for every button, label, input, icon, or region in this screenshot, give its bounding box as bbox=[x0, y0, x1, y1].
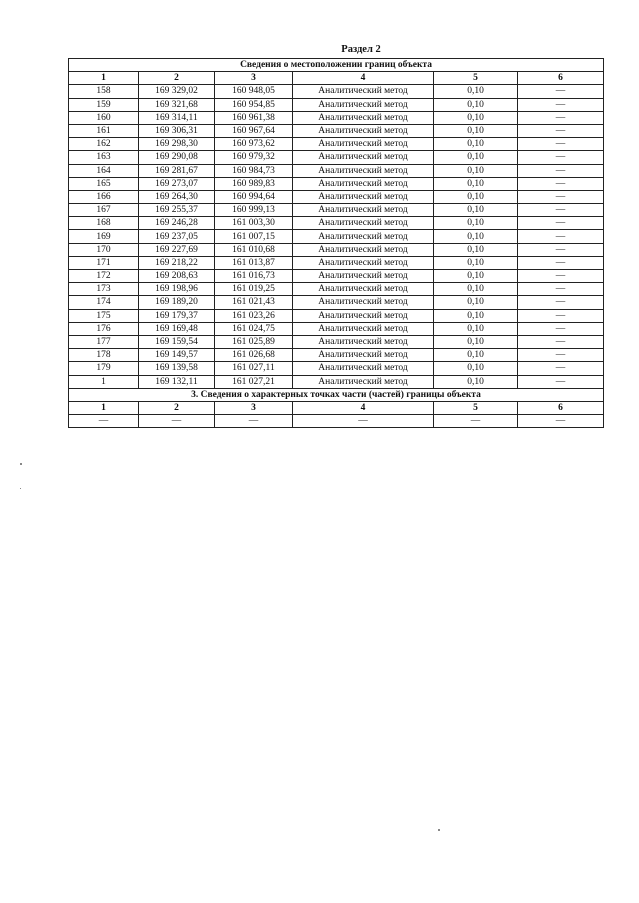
block2-col-3: 3 bbox=[215, 401, 293, 414]
block2-col-5: 5 bbox=[434, 401, 518, 414]
table-cell-col-2: 169 255,37 bbox=[139, 204, 215, 217]
scan-speck bbox=[20, 488, 21, 489]
table-cell-col-2: 169 218,22 bbox=[139, 256, 215, 269]
block2-title: 3. Сведения о характерных точках части (частей) границы объекта bbox=[69, 388, 604, 401]
table-cell-col-5: 0,10 bbox=[434, 177, 518, 190]
table-cell-col-4: Аналитический метод bbox=[293, 151, 434, 164]
table-cell-col-6: — bbox=[518, 415, 604, 428]
table-cell-col-2: 169 132,11 bbox=[139, 375, 215, 388]
table-cell-col-5: — bbox=[434, 415, 518, 428]
table-cell-col-3: — bbox=[215, 415, 293, 428]
table-cell-col-2: 169 264,30 bbox=[139, 190, 215, 203]
block1-title: Сведения о местоположении границ объекта bbox=[69, 59, 604, 72]
table-cell-col-6: — bbox=[518, 177, 604, 190]
table-cell-col-4: Аналитический метод bbox=[293, 322, 434, 335]
table-cell-col-4: Аналитический метод bbox=[293, 164, 434, 177]
table-cell-col-1: 172 bbox=[69, 270, 139, 283]
block1-col-1: 1 bbox=[69, 72, 139, 85]
table-row bbox=[69, 375, 604, 388]
boundary-table-body bbox=[69, 59, 604, 428]
table-cell-col-1: 168 bbox=[69, 217, 139, 230]
table-cell-col-5: 0,10 bbox=[434, 98, 518, 111]
table-row bbox=[69, 190, 604, 203]
table-cell-col-3: 161 025,89 bbox=[215, 335, 293, 348]
table-row bbox=[69, 217, 604, 230]
table-cell-col-2: 169 208,63 bbox=[139, 270, 215, 283]
table-cell-col-1: 175 bbox=[69, 309, 139, 322]
table-cell-col-5: 0,10 bbox=[434, 230, 518, 243]
table-cell-col-3: 160 979,32 bbox=[215, 151, 293, 164]
table-cell-col-6: — bbox=[518, 204, 604, 217]
table-cell-col-5: 0,10 bbox=[434, 85, 518, 98]
table-cell-col-4: Аналитический метод bbox=[293, 283, 434, 296]
table-cell-col-5: 0,10 bbox=[434, 256, 518, 269]
table-cell-col-5: 0,10 bbox=[434, 151, 518, 164]
block2-col-2: 2 bbox=[139, 401, 215, 414]
table-cell-col-2: 169 149,57 bbox=[139, 349, 215, 362]
table-cell-col-2: 169 198,96 bbox=[139, 283, 215, 296]
table-cell-col-6: — bbox=[518, 230, 604, 243]
table-cell-col-5: 0,10 bbox=[434, 375, 518, 388]
table-cell-col-6: — bbox=[518, 256, 604, 269]
table-cell-col-5: 0,10 bbox=[434, 138, 518, 151]
table-cell-col-5: 0,10 bbox=[434, 217, 518, 230]
table-row bbox=[69, 243, 604, 256]
table-cell-col-1: 171 bbox=[69, 256, 139, 269]
table-cell-col-1: 162 bbox=[69, 138, 139, 151]
table-cell-col-2: 169 314,11 bbox=[139, 111, 215, 124]
table-row bbox=[69, 164, 604, 177]
table-cell-col-4: Аналитический метод bbox=[293, 230, 434, 243]
table-cell-col-4: Аналитический метод bbox=[293, 217, 434, 230]
table-row bbox=[69, 322, 604, 335]
table-cell-col-2: — bbox=[139, 415, 215, 428]
table-cell-col-4: Аналитический метод bbox=[293, 335, 434, 348]
table-cell-col-2: 169 273,07 bbox=[139, 177, 215, 190]
table-cell-col-4: Аналитический метод bbox=[293, 111, 434, 124]
table-cell-col-2: 169 290,08 bbox=[139, 151, 215, 164]
scan-speck bbox=[438, 829, 440, 831]
table-row bbox=[69, 256, 604, 269]
block2-col-1: 1 bbox=[69, 401, 139, 414]
table-row bbox=[69, 204, 604, 217]
table-cell-col-6: — bbox=[518, 362, 604, 375]
table-cell-col-5: 0,10 bbox=[434, 243, 518, 256]
table-row bbox=[69, 138, 604, 151]
table-cell-col-6: — bbox=[518, 349, 604, 362]
table-cell-col-4: — bbox=[293, 415, 434, 428]
table-cell-col-3: 160 948,05 bbox=[215, 85, 293, 98]
table-cell-col-2: 169 306,31 bbox=[139, 124, 215, 137]
block2-col-4: 4 bbox=[293, 401, 434, 414]
table-cell-col-1: 174 bbox=[69, 296, 139, 309]
table-cell-col-3: 160 973,62 bbox=[215, 138, 293, 151]
table-cell-col-5: 0,10 bbox=[434, 335, 518, 348]
table-cell-col-1: 165 bbox=[69, 177, 139, 190]
boundary-table bbox=[68, 58, 604, 428]
table-cell-col-2: 169 179,37 bbox=[139, 309, 215, 322]
table-cell-col-3: 160 967,64 bbox=[215, 124, 293, 137]
block1-col-3: 3 bbox=[215, 72, 293, 85]
table-cell-col-3: 161 010,68 bbox=[215, 243, 293, 256]
table-cell-col-6: — bbox=[518, 217, 604, 230]
table-cell-col-5: 0,10 bbox=[434, 204, 518, 217]
table-cell-col-3: 161 026,68 bbox=[215, 349, 293, 362]
table-row bbox=[69, 230, 604, 243]
table-cell-col-6: — bbox=[518, 309, 604, 322]
table-cell-col-5: 0,10 bbox=[434, 362, 518, 375]
table-cell-col-4: Аналитический метод bbox=[293, 204, 434, 217]
table-cell-col-6: — bbox=[518, 151, 604, 164]
table-cell-col-5: 0,10 bbox=[434, 283, 518, 296]
block1-col-2: 2 bbox=[139, 72, 215, 85]
table-cell-col-6: — bbox=[518, 164, 604, 177]
table-cell-col-4: Аналитический метод bbox=[293, 375, 434, 388]
table-cell-col-1: 173 bbox=[69, 283, 139, 296]
table-cell-col-4: Аналитический метод bbox=[293, 98, 434, 111]
table-cell-col-6: — bbox=[518, 138, 604, 151]
table-cell-col-3: 161 013,87 bbox=[215, 256, 293, 269]
table-cell-col-6: — bbox=[518, 296, 604, 309]
table-cell-col-1: 179 bbox=[69, 362, 139, 375]
table-row bbox=[69, 98, 604, 111]
table-cell-col-2: 169 189,20 bbox=[139, 296, 215, 309]
table-cell-col-2: 169 139,58 bbox=[139, 362, 215, 375]
table-cell-col-2: 169 281,67 bbox=[139, 164, 215, 177]
table-cell-col-3: 160 961,38 bbox=[215, 111, 293, 124]
table-cell-col-2: 169 227,69 bbox=[139, 243, 215, 256]
table-cell-col-2: 169 169,48 bbox=[139, 322, 215, 335]
table-cell-col-6: — bbox=[518, 243, 604, 256]
table-cell-col-1: 178 bbox=[69, 349, 139, 362]
table-cell-col-5: 0,10 bbox=[434, 309, 518, 322]
table-cell-col-4: Аналитический метод bbox=[293, 362, 434, 375]
table-cell-col-3: 161 016,73 bbox=[215, 270, 293, 283]
table-cell-col-2: 169 298,30 bbox=[139, 138, 215, 151]
table-cell-col-1: 176 bbox=[69, 322, 139, 335]
table-cell-col-1: 159 bbox=[69, 98, 139, 111]
table-cell-col-6: — bbox=[518, 85, 604, 98]
table-cell-col-3: 160 984,73 bbox=[215, 164, 293, 177]
table-cell-col-5: 0,10 bbox=[434, 349, 518, 362]
table-cell-col-6: — bbox=[518, 270, 604, 283]
table-cell-col-1: 158 bbox=[69, 85, 139, 98]
table-row bbox=[69, 151, 604, 164]
block1-title-row bbox=[69, 59, 604, 72]
table-cell-col-4: Аналитический метод bbox=[293, 124, 434, 137]
table-cell-col-2: 169 329,02 bbox=[139, 85, 215, 98]
table-cell-col-1: 160 bbox=[69, 111, 139, 124]
table-row bbox=[69, 335, 604, 348]
table-cell-col-6: — bbox=[518, 335, 604, 348]
table-cell-col-2: 169 237,05 bbox=[139, 230, 215, 243]
block2-title-row bbox=[69, 388, 604, 401]
table-cell-col-1: 167 bbox=[69, 204, 139, 217]
table-cell-col-1: 166 bbox=[69, 190, 139, 203]
table-cell-col-2: 169 321,68 bbox=[139, 98, 215, 111]
table-cell-col-3: 160 954,85 bbox=[215, 98, 293, 111]
table-cell-col-5: 0,10 bbox=[434, 164, 518, 177]
table-cell-col-1: 170 bbox=[69, 243, 139, 256]
table-cell-col-6: — bbox=[518, 190, 604, 203]
block1-col-5: 5 bbox=[434, 72, 518, 85]
block2-header-row bbox=[69, 401, 604, 414]
table-row bbox=[69, 349, 604, 362]
table-cell-col-3: 161 021,43 bbox=[215, 296, 293, 309]
table-cell-col-2: 169 159,54 bbox=[139, 335, 215, 348]
table-cell-col-1: 177 bbox=[69, 335, 139, 348]
table-cell-col-3: 161 019,25 bbox=[215, 283, 293, 296]
table-cell-col-4: Аналитический метод bbox=[293, 256, 434, 269]
table-cell-col-4: Аналитический метод bbox=[293, 177, 434, 190]
block1-col-4: 4 bbox=[293, 72, 434, 85]
table-cell-col-3: 161 007,15 bbox=[215, 230, 293, 243]
table-cell-col-3: 161 023,26 bbox=[215, 309, 293, 322]
table-row bbox=[69, 270, 604, 283]
section-title: Раздел 2 bbox=[341, 44, 381, 55]
table-cell-col-6: — bbox=[518, 98, 604, 111]
table-cell-col-4: Аналитический метод bbox=[293, 85, 434, 98]
table-cell-col-3: 160 989,83 bbox=[215, 177, 293, 190]
table-cell-col-4: Аналитический метод bbox=[293, 190, 434, 203]
scan-speck bbox=[20, 463, 22, 465]
table-cell-col-1: 161 bbox=[69, 124, 139, 137]
table-cell-col-5: 0,10 bbox=[434, 111, 518, 124]
table-cell-col-5: 0,10 bbox=[434, 190, 518, 203]
table-cell-col-4: Аналитический метод bbox=[293, 243, 434, 256]
table-row bbox=[69, 296, 604, 309]
table-cell-col-4: Аналитический метод bbox=[293, 270, 434, 283]
table-cell-col-4: Аналитический метод bbox=[293, 349, 434, 362]
table-cell-col-3: 161 003,30 bbox=[215, 217, 293, 230]
table-cell-col-5: 0,10 bbox=[434, 296, 518, 309]
block1-col-6: 6 bbox=[518, 72, 604, 85]
table-cell-col-4: Аналитический метод bbox=[293, 138, 434, 151]
table-row bbox=[69, 124, 604, 137]
table-row bbox=[69, 111, 604, 124]
table-row bbox=[69, 283, 604, 296]
table-cell-col-1: 1 bbox=[69, 375, 139, 388]
table-cell-col-1: 164 bbox=[69, 164, 139, 177]
table-row bbox=[69, 415, 604, 428]
table-row bbox=[69, 309, 604, 322]
block2-col-6: 6 bbox=[518, 401, 604, 414]
table-cell-col-2: 169 246,28 bbox=[139, 217, 215, 230]
table-cell-col-1: — bbox=[69, 415, 139, 428]
table-cell-col-6: — bbox=[518, 124, 604, 137]
table-cell-col-6: — bbox=[518, 111, 604, 124]
table-cell-col-5: 0,10 bbox=[434, 322, 518, 335]
table-cell-col-1: 169 bbox=[69, 230, 139, 243]
table-cell-col-4: Аналитический метод bbox=[293, 296, 434, 309]
table-cell-col-3: 160 994,64 bbox=[215, 190, 293, 203]
table-cell-col-5: 0,10 bbox=[434, 270, 518, 283]
table-cell-col-5: 0,10 bbox=[434, 124, 518, 137]
table-row bbox=[69, 177, 604, 190]
table-row bbox=[69, 85, 604, 98]
table-cell-col-6: — bbox=[518, 322, 604, 335]
table-cell-col-3: 160 999,13 bbox=[215, 204, 293, 217]
table-cell-col-3: 161 027,11 bbox=[215, 362, 293, 375]
table-cell-col-4: Аналитический метод bbox=[293, 309, 434, 322]
table-row bbox=[69, 362, 604, 375]
table-cell-col-3: 161 024,75 bbox=[215, 322, 293, 335]
table-cell-col-3: 161 027,21 bbox=[215, 375, 293, 388]
table-cell-col-6: — bbox=[518, 375, 604, 388]
block1-header-row bbox=[69, 72, 604, 85]
table-cell-col-1: 163 bbox=[69, 151, 139, 164]
table-cell-col-6: — bbox=[518, 283, 604, 296]
